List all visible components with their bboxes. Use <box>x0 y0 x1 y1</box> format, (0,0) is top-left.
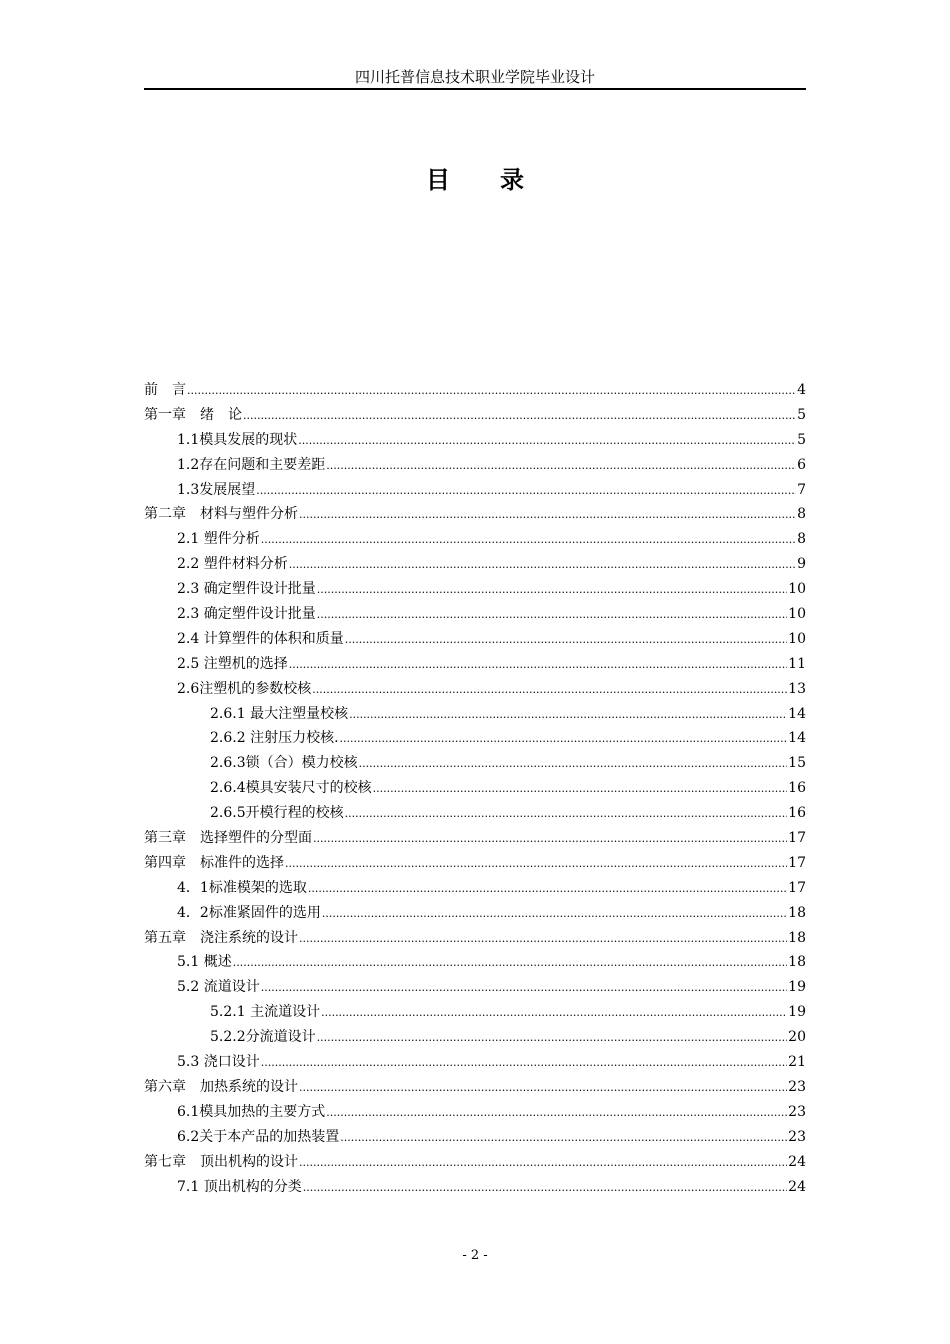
toc-entry[interactable] <box>144 926 806 951</box>
toc-dot-leader <box>308 876 787 902</box>
toc-entry-page: 16 <box>788 780 806 797</box>
toc-dot-leader <box>359 751 788 777</box>
toc-entry-page: 11 <box>788 655 806 672</box>
table-of-contents <box>144 378 806 1199</box>
toc-dot-leader <box>373 776 788 802</box>
toc-entry[interactable] <box>144 552 806 577</box>
page-title: 目录 <box>426 166 574 194</box>
toc-entry-page: 14 <box>788 730 806 747</box>
toc-dot-leader <box>326 1100 787 1126</box>
toc-entry-label: 第六章 加热系统的设计 <box>144 1078 298 1095</box>
toc-entry-label: 2.6.1 最大注塑量校核 <box>210 705 349 722</box>
toc-entry[interactable] <box>144 478 806 503</box>
toc-entry[interactable] <box>144 851 806 876</box>
toc-entry-label: 2.4 计算塑件的体积和质量 <box>177 630 344 647</box>
toc-entry-label: 2.3 确定塑件设计批量 <box>177 606 316 623</box>
toc-entry[interactable] <box>144 428 806 453</box>
toc-entry[interactable] <box>144 751 806 776</box>
toc-entry-page: 24 <box>788 1178 806 1195</box>
toc-dot-leader <box>261 1050 787 1076</box>
toc-entry-page: 6 <box>797 456 806 473</box>
page-number: - 2 - <box>462 1248 488 1263</box>
toc-entry-label: 2.5 注塑机的选择 <box>177 655 288 672</box>
toc-entry-label: 2.6.2 注射压力校核. <box>210 730 339 747</box>
toc-entry[interactable] <box>144 776 806 801</box>
toc-entry-page: 18 <box>788 904 806 921</box>
toc-dot-leader <box>256 478 796 504</box>
toc-entry-page: 23 <box>788 1128 806 1145</box>
toc-entry-label: 1.2存在问题和主要差距 <box>177 456 326 473</box>
toc-dot-leader <box>243 403 796 429</box>
toc-entry-page: 10 <box>788 630 806 647</box>
toc-entry-page: 4 <box>797 382 806 398</box>
toc-entry[interactable] <box>144 702 806 727</box>
toc-dot-leader <box>345 801 788 827</box>
toc-entry[interactable] <box>144 1075 806 1100</box>
toc-dot-leader <box>312 677 787 703</box>
toc-entry-label: 第五章 浇注系统的设计 <box>144 929 298 946</box>
toc-entry-page: 5 <box>797 406 806 423</box>
toc-entry-page: 13 <box>788 680 806 697</box>
toc-entry-label: 4．2标准紧固件的选用 <box>177 904 321 921</box>
toc-entry-label: 5.2.1 主流道设计 <box>210 1004 321 1021</box>
toc-entry-label: 2.2 塑件材料分析 <box>177 556 288 573</box>
toc-entry-page: 7 <box>797 481 806 498</box>
toc-dot-leader <box>345 627 787 653</box>
toc-entry-page: 15 <box>788 755 806 772</box>
toc-entry-page: 24 <box>788 1153 806 1170</box>
toc-entry[interactable] <box>144 453 806 478</box>
toc-entry[interactable] <box>144 975 806 1000</box>
toc-entry-page: 23 <box>788 1103 806 1120</box>
toc-entry-label: 5.3 浇口设计 <box>177 1054 260 1071</box>
toc-entry-page: 14 <box>788 705 806 722</box>
toc-entry[interactable] <box>144 577 806 602</box>
toc-dot-leader <box>298 428 796 454</box>
toc-entry-label: 7.1 顶出机构的分类 <box>177 1178 302 1195</box>
toc-entry[interactable] <box>144 677 806 702</box>
toc-entry-page: 19 <box>788 1004 806 1021</box>
toc-dot-leader <box>299 502 796 528</box>
toc-entry-label: 1.3发展展望 <box>177 481 256 498</box>
toc-entry-page: 16 <box>788 805 806 822</box>
toc-entry-label: 前 言 <box>144 382 186 398</box>
toc-entry-label: 6.2关于本产品的加热装置 <box>177 1128 340 1145</box>
toc-entry[interactable] <box>144 627 806 652</box>
toc-dot-leader <box>289 652 787 678</box>
toc-entry[interactable] <box>144 378 806 403</box>
toc-dot-leader <box>322 901 787 927</box>
toc-entry-page: 8 <box>797 506 806 523</box>
toc-entry-page: 18 <box>788 929 806 946</box>
toc-entry-page: 5 <box>797 431 806 448</box>
toc-entry-page: 10 <box>788 581 806 598</box>
header-rule <box>144 88 806 90</box>
toc-dot-leader <box>299 926 787 952</box>
toc-dot-leader <box>289 552 796 578</box>
toc-entry-label: 5.2.2分流道设计 <box>210 1029 316 1046</box>
toc-entry-label: 2.6.4模具安装尺寸的校核 <box>210 780 372 797</box>
toc-entry[interactable] <box>144 1100 806 1125</box>
toc-dot-leader <box>303 1175 787 1201</box>
toc-entry-page: 17 <box>788 830 806 847</box>
toc-dot-leader <box>261 527 796 553</box>
toc-entry[interactable] <box>144 726 806 751</box>
toc-entry[interactable] <box>144 1175 806 1200</box>
toc-entry-label: 第三章 选择塑件的分型面 <box>144 830 312 847</box>
toc-dot-leader <box>321 1000 787 1026</box>
toc-dot-leader <box>233 950 787 976</box>
toc-entry-label: 2.1 塑件分析 <box>177 531 260 548</box>
toc-entry-label: 5.1 概述 <box>177 954 232 971</box>
toc-entry-page: 17 <box>788 854 806 871</box>
toc-entry[interactable] <box>144 403 806 428</box>
toc-dot-leader <box>317 1025 788 1051</box>
toc-entry[interactable] <box>144 527 806 552</box>
toc-entry-page: 8 <box>797 531 806 548</box>
toc-dot-leader <box>299 1075 787 1101</box>
toc-entry-label: 第四章 标准件的选择 <box>144 854 284 871</box>
toc-entry-label: 第一章 绪 论 <box>144 406 242 423</box>
toc-entry[interactable] <box>144 901 806 926</box>
toc-entry-page: 21 <box>788 1054 806 1071</box>
toc-entry-label: 1.1模具发展的现状 <box>177 431 298 448</box>
toc-entry-page: 18 <box>788 954 806 971</box>
toc-dot-leader <box>299 1150 787 1176</box>
toc-entry-page: 19 <box>788 979 806 996</box>
toc-entry[interactable] <box>144 1025 806 1050</box>
page-header: 四川托普信息技术职业学院毕业设计 <box>354 68 595 86</box>
toc-entry[interactable] <box>144 950 806 975</box>
toc-dot-leader <box>317 602 787 628</box>
toc-entry-label: 5.2 流道设计 <box>177 979 260 996</box>
toc-entry-label: 2.6.3锁（合）模力校核 <box>210 755 358 772</box>
toc-dot-leader <box>285 851 787 877</box>
toc-entry-label: 第二章 材料与塑件分析 <box>144 506 298 523</box>
toc-entry[interactable] <box>144 1125 806 1150</box>
toc-entry[interactable] <box>144 876 806 901</box>
toc-entry[interactable] <box>144 1000 806 1025</box>
toc-dot-leader <box>340 726 788 752</box>
toc-entry[interactable] <box>144 801 806 826</box>
toc-entry-page: 20 <box>788 1029 806 1046</box>
toc-dot-leader <box>340 1125 787 1151</box>
toc-dot-leader <box>313 826 787 852</box>
toc-entry-label: 2.3 确定塑件设计批量 <box>177 581 316 598</box>
toc-dot-leader <box>326 453 796 479</box>
toc-entry-page: 23 <box>788 1078 806 1095</box>
toc-dot-leader <box>349 702 787 728</box>
toc-entry[interactable] <box>144 602 806 627</box>
toc-entry-label: 第七章 顶出机构的设计 <box>144 1153 298 1170</box>
toc-entry[interactable] <box>144 1150 806 1175</box>
toc-entry[interactable] <box>144 652 806 677</box>
toc-entry-label: 2.6注塑机的参数校核 <box>177 680 312 697</box>
toc-entry[interactable] <box>144 826 806 851</box>
toc-entry-page: 9 <box>797 556 806 573</box>
toc-entry[interactable] <box>144 1050 806 1075</box>
toc-entry-page: 10 <box>788 606 806 623</box>
toc-dot-leader <box>187 378 796 404</box>
toc-entry-label: 4．1标准模架的选取 <box>177 879 307 896</box>
toc-entry[interactable] <box>144 502 806 527</box>
toc-entry-label: 6.1模具加热的主要方式 <box>177 1103 326 1120</box>
toc-dot-leader <box>261 975 787 1001</box>
toc-dot-leader <box>317 577 787 603</box>
toc-entry-page: 17 <box>788 879 806 896</box>
toc-entry-label: 2.6.5开模行程的校核 <box>210 805 344 822</box>
